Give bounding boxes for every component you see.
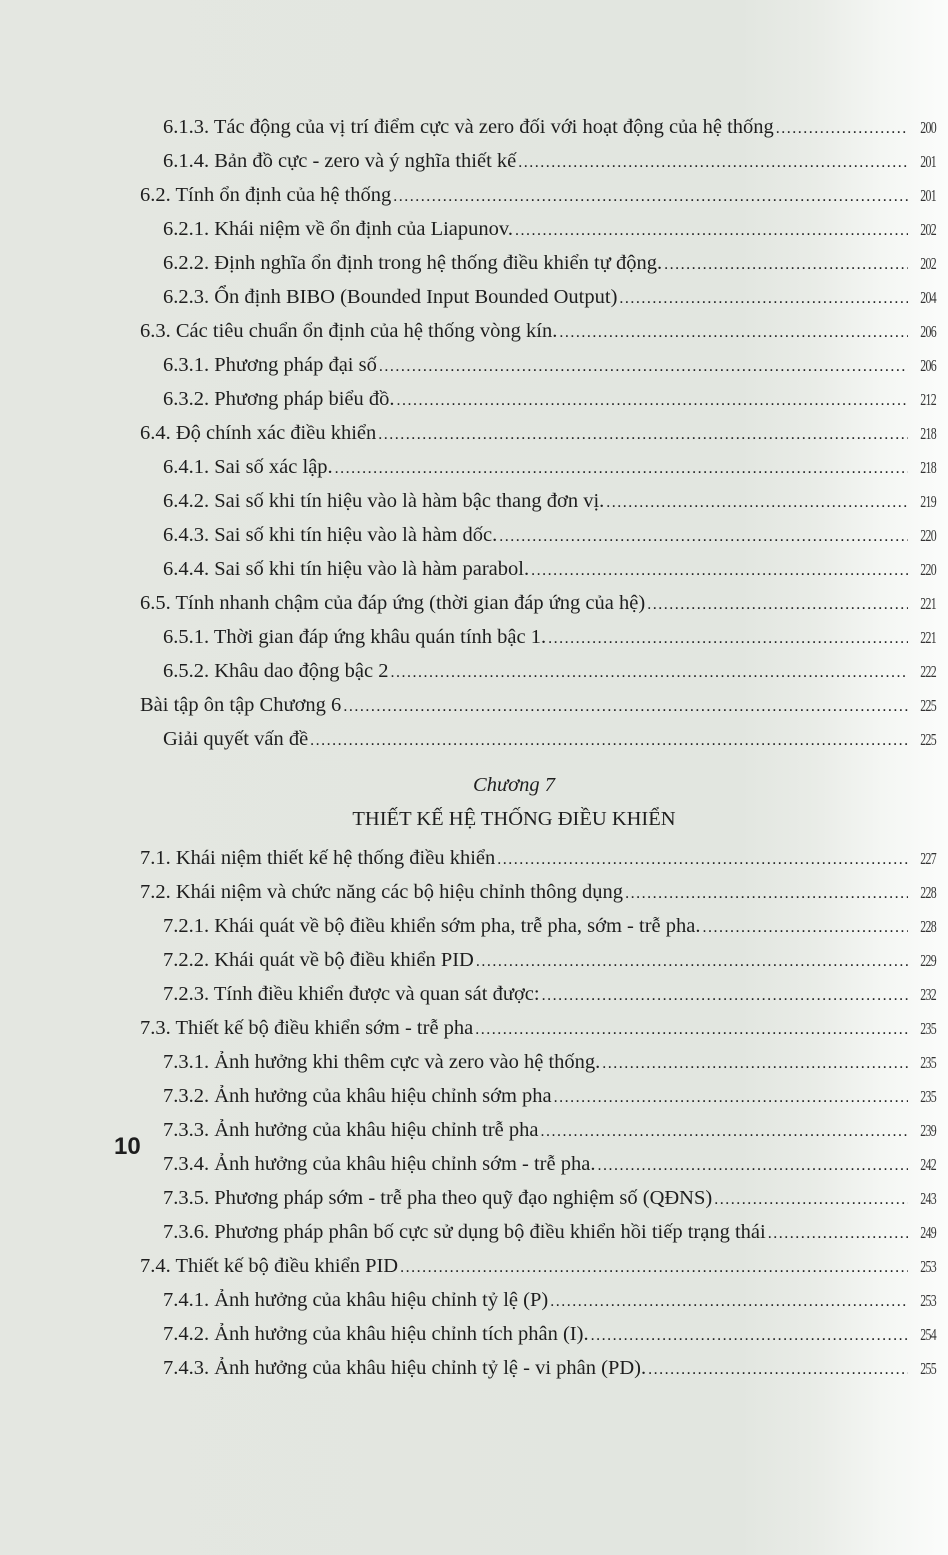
dot-leader (499, 522, 908, 552)
toc-entry-title: 7.4. Thiết kế bộ điều khiển PID (140, 1255, 399, 1277)
toc-entry-title: 6.5.2. Khâu dao động bậc 2 (163, 660, 389, 682)
toc-entry-page: 253 (920, 1257, 936, 1276)
toc-entry-title: 7.4.3. Ảnh hưởng của khâu hiệu chỉnh tỷ lệ - vi phân (PD). (163, 1357, 647, 1379)
toc-entry-page: 242 (920, 1155, 936, 1174)
toc-entry (140, 1013, 936, 1043)
toc-entry (163, 554, 936, 584)
dot-leader (664, 250, 908, 280)
toc-entry (163, 486, 936, 516)
dot-leader (776, 114, 908, 144)
toc-entry-page: 220 (920, 526, 936, 545)
toc-entry-page: 202 (920, 254, 936, 273)
toc-entry (163, 112, 936, 142)
toc-entry-title: 7.3.4. Ảnh hưởng của khâu hiệu chỉnh sớm - trễ pha. (163, 1153, 596, 1175)
dot-leader (515, 216, 908, 246)
toc-entry (140, 1251, 936, 1281)
toc-entry (163, 520, 936, 550)
dot-leader (379, 352, 908, 382)
dot-leader (559, 318, 908, 348)
toc-entry-title: 6.5.1. Thời gian đáp ứng khâu quán tính bậc 1. (163, 626, 547, 648)
toc-entry (163, 1217, 936, 1247)
toc-entry-page: 212 (920, 390, 936, 409)
toc-entry-page: 204 (920, 288, 936, 307)
toc-entry-title: Giải quyết vấn đề (163, 728, 309, 750)
chapter-label: Chương 7 (473, 774, 555, 796)
toc-entry (163, 384, 936, 414)
dot-leader (548, 624, 908, 654)
toc-entry-title: 6.1.3. Tác động của vị trí điểm cực và zero đối với hoạt động của hệ thống (163, 116, 774, 138)
toc-entry-page: 227 (920, 849, 936, 868)
toc-entry (140, 316, 936, 346)
toc-entry-title: 7.1. Khái niệm thiết kế hệ thống điều khiển (140, 847, 496, 869)
toc-entry-title: 7.3.5. Phương pháp sớm - trễ pha theo quỹ đạo nghiệm số (QĐNS) (163, 1187, 713, 1209)
toc-entry-title: 7.2.3. Tính điều khiển được và quan sát được: (163, 983, 540, 1005)
dot-leader (497, 845, 908, 875)
toc-entry-page: 202 (920, 220, 936, 239)
toc-entry-title: 6.2. Tính ổn định của hệ thống (140, 184, 392, 206)
dot-leader (702, 913, 908, 943)
toc-entry-title: 7.2. Khái niệm và chức năng các bộ hiệu chỉnh thông dụng (140, 881, 624, 903)
toc-entry-title: Bài tập ôn tập Chương 6 (140, 694, 342, 716)
toc-entry-page: 222 (920, 662, 936, 681)
toc-entry (140, 690, 936, 720)
toc-entry-title: 6.4. Độ chính xác điều khiển (140, 422, 377, 444)
toc-entry (140, 588, 936, 618)
toc-entry (163, 452, 936, 482)
dot-leader (591, 1321, 908, 1351)
dot-leader (343, 692, 908, 722)
dot-leader (335, 454, 908, 484)
toc-entry-page: 249 (920, 1223, 936, 1242)
dot-leader (393, 182, 908, 212)
dot-leader (400, 1253, 908, 1283)
toc-entry (140, 877, 936, 907)
dot-leader (542, 981, 908, 1011)
toc-entry (163, 1285, 936, 1315)
toc-entry-title: 6.3. Các tiêu chuẩn ổn định của hệ thống vòng kín. (140, 320, 558, 342)
toc-entry-page: 239 (920, 1121, 936, 1140)
toc-entry-title: 6.1.4. Bản đồ cực - zero và ý nghĩa thiết kế (163, 150, 517, 172)
dot-leader (541, 1117, 909, 1147)
toc-entry (163, 1183, 936, 1213)
toc-entry-page: 201 (920, 152, 936, 171)
dot-leader (606, 488, 908, 518)
toc-entry-page: 253 (920, 1291, 936, 1310)
toc-entry-title: 7.3. Thiết kế bộ điều khiển sớm - trễ pha (140, 1017, 474, 1039)
dot-leader (602, 1049, 908, 1079)
toc-entry-page: 228 (920, 917, 936, 936)
toc-entry-title: 6.4.2. Sai số khi tín hiệu vào là hàm bậc thang đơn vị. (163, 490, 605, 512)
toc-entry-page: 221 (920, 594, 936, 613)
toc-entry-title: 6.4.1. Sai số xác lập. (163, 456, 333, 478)
toc-entry-title: 6.2.2. Định nghĩa ổn định trong hệ thống điều khiển tự động. (163, 252, 663, 274)
toc-entry-title: 7.4.2. Ảnh hưởng của khâu hiệu chỉnh tích phân (I). (163, 1323, 589, 1345)
toc-entry (163, 1115, 936, 1145)
dot-leader (397, 386, 909, 416)
toc-entry-page: 243 (920, 1189, 936, 1208)
toc-entry-title: 6.3.2. Phương pháp biểu đồ. (163, 388, 395, 410)
toc-entry-page: 220 (920, 560, 936, 579)
dot-leader (476, 947, 908, 977)
dot-leader (531, 556, 908, 586)
dot-leader (768, 1219, 908, 1249)
toc-entry (163, 1319, 936, 1349)
dot-leader (518, 148, 908, 178)
toc-entry-page: 221 (920, 628, 936, 647)
toc-entry-title: 7.2.2. Khái quát về bộ điều khiển PID (163, 949, 474, 971)
toc-entry-page: 225 (920, 696, 936, 715)
toc-entry (140, 843, 936, 873)
chapter-title: THIẾT KẾ HỆ THỐNG ĐIỀU KHIỂN (352, 808, 676, 830)
dot-leader (597, 1151, 908, 1181)
toc-entry-page: 229 (920, 951, 936, 970)
toc-entry (163, 622, 936, 652)
toc-entry-page: 228 (920, 883, 936, 902)
toc-entry-page: 218 (920, 458, 936, 477)
toc-entry (163, 724, 936, 754)
toc-entry-page: 235 (920, 1087, 936, 1106)
toc-entry-title: 7.2.1. Khái quát về bộ điều khiển sớm pha, trễ pha, sớm - trễ pha. (163, 915, 701, 937)
toc-entry-page: 235 (920, 1053, 936, 1072)
toc-entry-page: 206 (920, 322, 936, 341)
dot-leader (475, 1015, 908, 1045)
toc-entry (163, 282, 936, 312)
toc-entry (163, 656, 936, 686)
toc-entry (140, 180, 936, 210)
toc-entry-title: 7.3.1. Ảnh hưởng khi thêm cực và zero vào hệ thống. (163, 1051, 601, 1073)
dot-leader (625, 879, 908, 909)
page-number: 10 (114, 1133, 141, 1160)
dot-leader (554, 1083, 908, 1113)
toc-entry (163, 1081, 936, 1111)
dot-leader (310, 726, 908, 756)
toc-entry-title: 7.3.2. Ảnh hưởng của khâu hiệu chỉnh sớm pha (163, 1085, 552, 1107)
toc-entry (163, 911, 936, 941)
toc-entry-page: 201 (920, 186, 936, 205)
toc-entry-title: 7.3.3. Ảnh hưởng của khâu hiệu chỉnh trễ pha (163, 1119, 539, 1141)
toc-entry (163, 979, 936, 1009)
toc-entry-title: 6.4.3. Sai số khi tín hiệu vào là hàm dốc. (163, 524, 498, 546)
dot-leader (647, 590, 908, 620)
dot-leader (648, 1355, 908, 1385)
toc-entry-page: 255 (920, 1359, 936, 1378)
dot-leader (619, 284, 908, 314)
dot-leader (378, 420, 908, 450)
toc-entry-title: 7.4.1. Ảnh hưởng của khâu hiệu chỉnh tỷ lệ (P) (163, 1289, 549, 1311)
toc-entry-page: 235 (920, 1019, 936, 1038)
toc-entry-title: 6.3.1. Phương pháp đại số (163, 354, 377, 376)
toc-entry-title: 6.5. Tính nhanh chậm của đáp ứng (thời gian đáp ứng của hệ) (140, 592, 646, 614)
toc-entry (140, 418, 936, 448)
toc-entry (163, 350, 936, 380)
dot-leader (390, 658, 908, 688)
toc-entry (163, 1047, 936, 1077)
toc-entry (163, 146, 936, 176)
toc-entry-page: 200 (920, 118, 936, 137)
toc-entry (163, 1149, 936, 1179)
toc-entry-title: 6.4.4. Sai số khi tín hiệu vào là hàm parabol. (163, 558, 530, 580)
toc-entry-title: 7.3.6. Phương pháp phân bố cực sử dụng bộ điều khiển hồi tiếp trạng thái (163, 1221, 766, 1243)
dot-leader (714, 1185, 908, 1215)
toc-entry-page: 206 (920, 356, 936, 375)
toc-entry (163, 248, 936, 278)
toc-entry-page: 232 (920, 985, 936, 1004)
toc-entry-page: 225 (920, 730, 936, 749)
toc-entry (163, 945, 936, 975)
toc-entry-page: 218 (920, 424, 936, 443)
toc-entry-page: 219 (920, 492, 936, 511)
dot-leader (550, 1287, 908, 1317)
toc-entry (163, 1353, 936, 1383)
toc-entry-title: 6.2.3. Ổn định BIBO (Bounded Input Bounded Output) (163, 286, 618, 308)
toc-entry (163, 214, 936, 244)
toc-entry-title: 6.2.1. Khái niệm về ổn định của Liapunov. (163, 218, 513, 240)
toc-entry-page: 254 (920, 1325, 936, 1344)
